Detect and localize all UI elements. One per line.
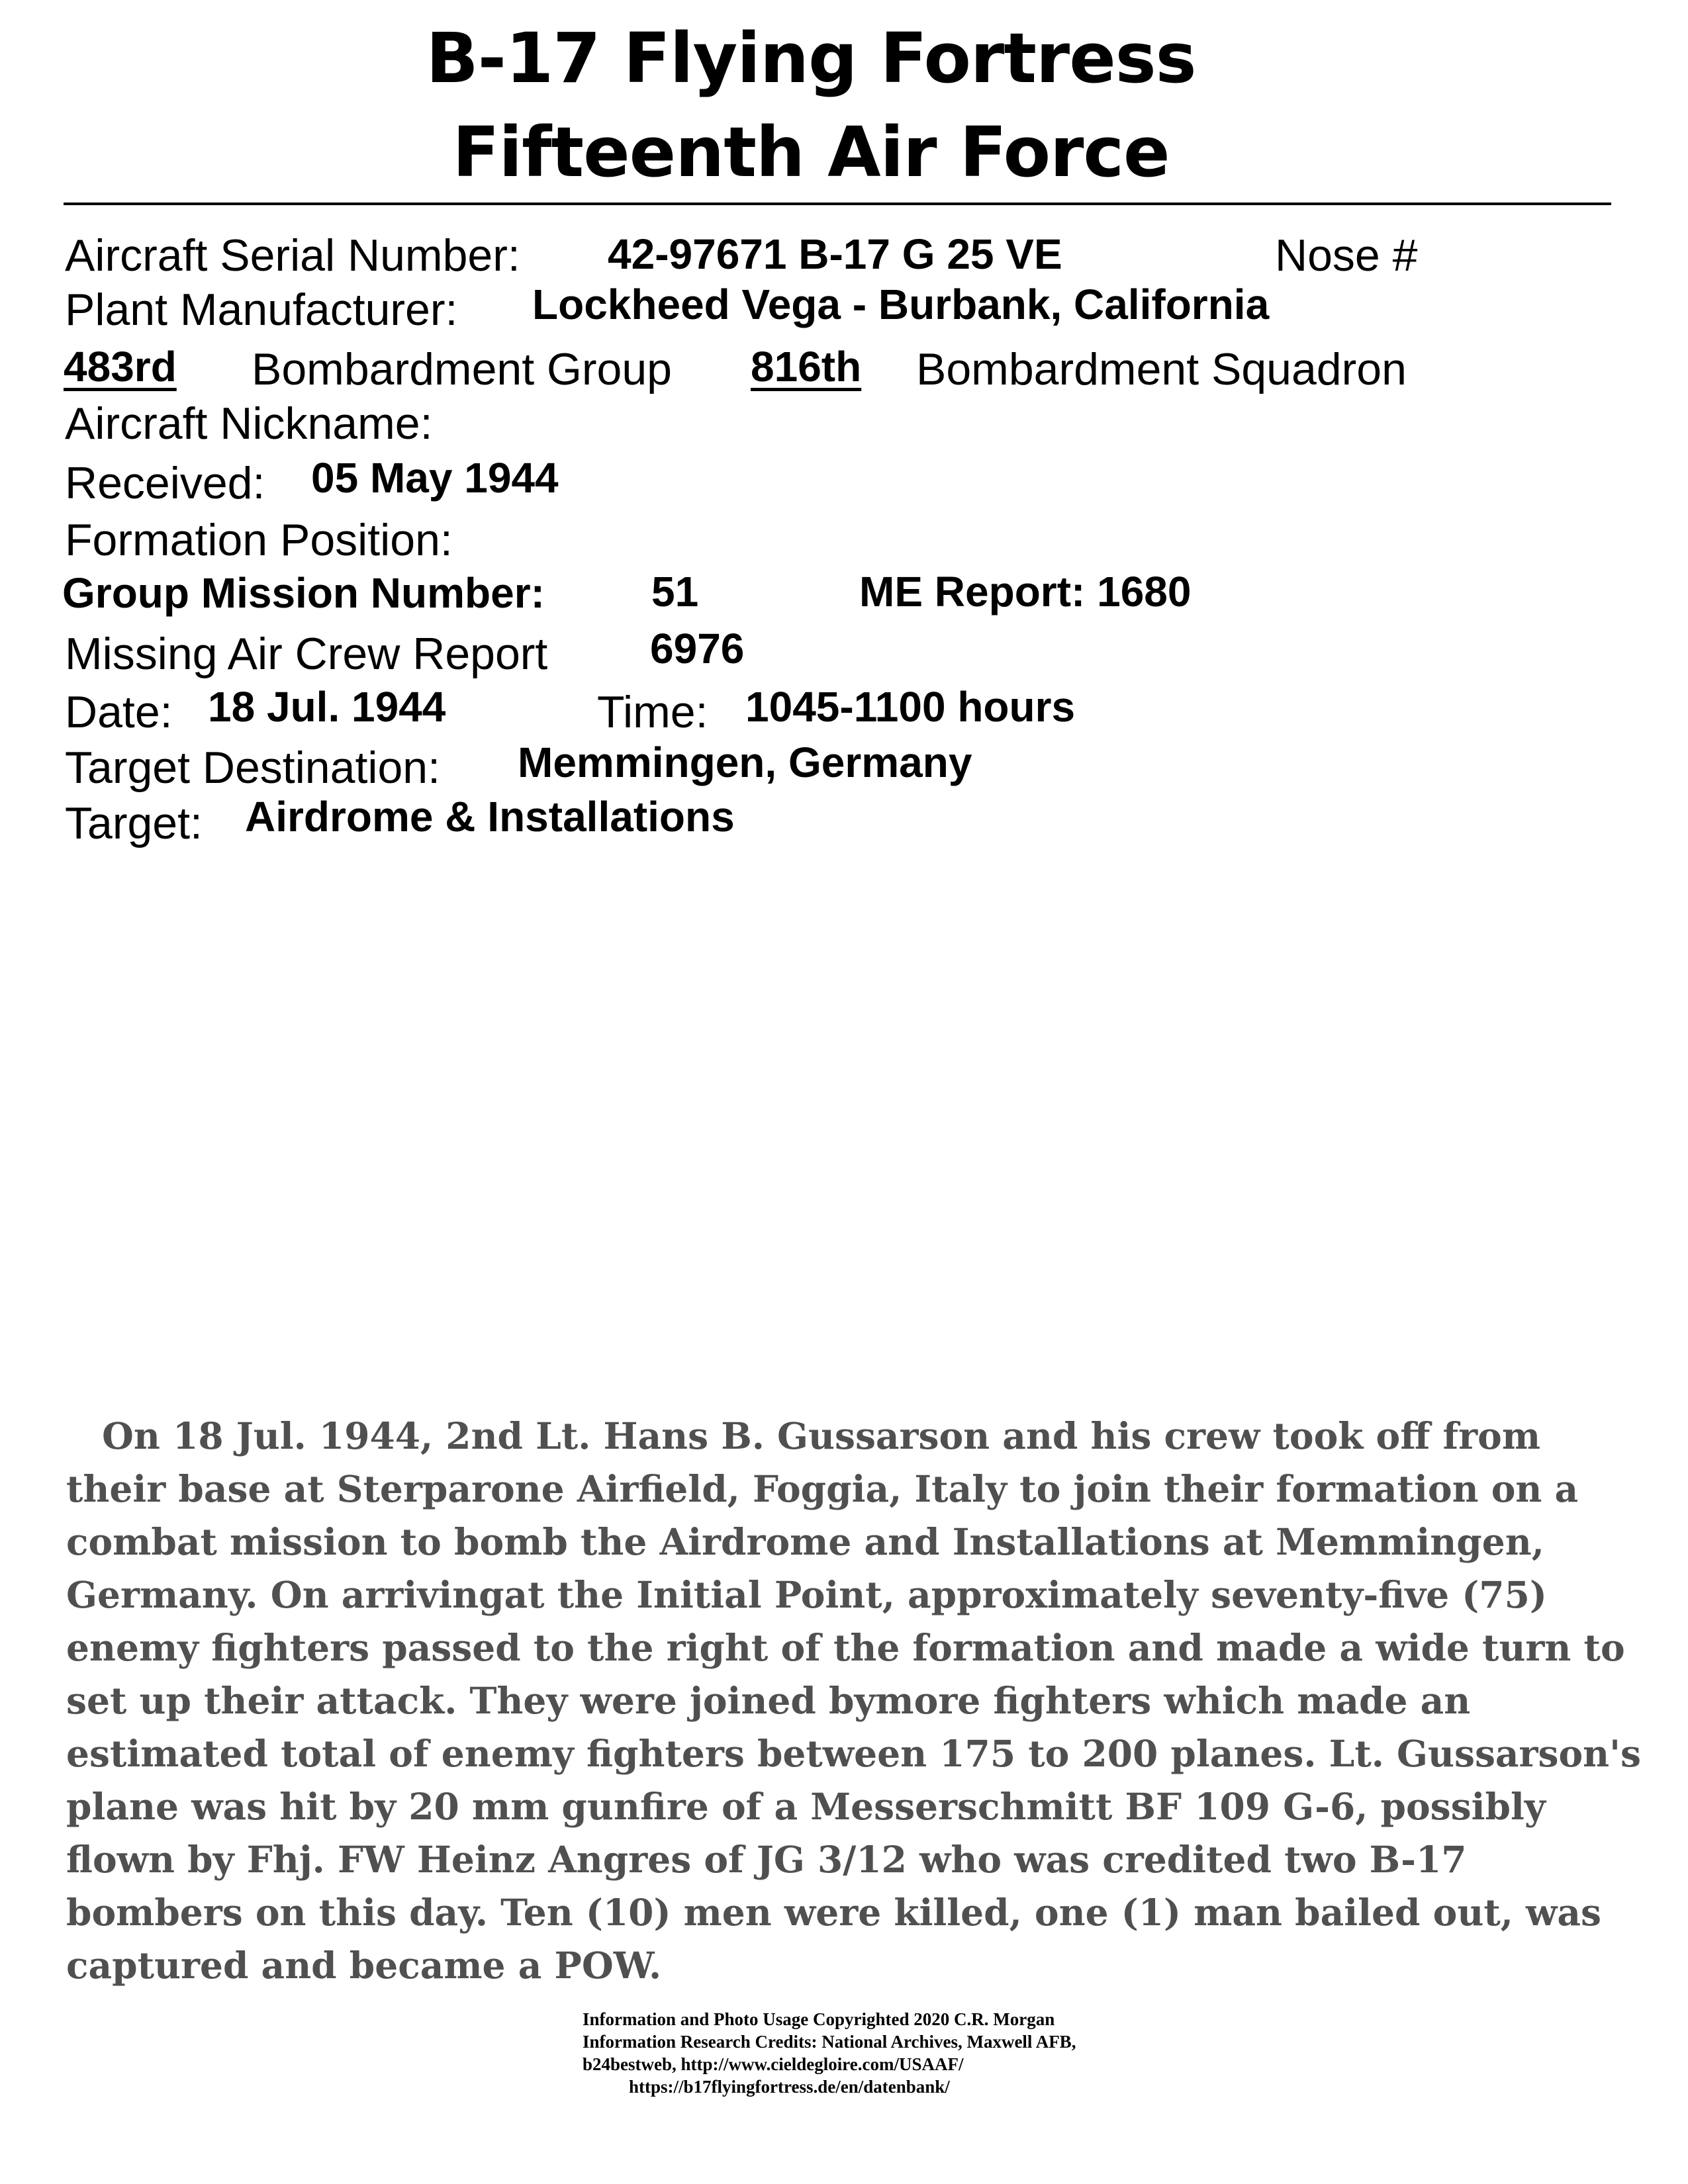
target-value: Airdrome & Installations [245,793,735,841]
credits-line-4: https://b17flyingfortress.de/en/datenbank/ [629,2077,950,2097]
mission-label: Group Mission Number: [62,569,545,617]
plant-label: Plant Manufacturer: [65,285,458,335]
received-value: 05 May 1944 [311,454,559,502]
received-label: Received: [65,458,265,508]
narrative-paragraph: On 18 Jul. 1944, 2nd Lt. Hans B. Gussarson and his crew took off from their base at Sterparone Airfield, Foggia, Italy to join their formation on a combat mission to bomb the Airdrome and Installations at Memmingen, Germany. On arrivingat the Initial Point, approximately seventy-five (75) enemy fighters passed to the right of the formation and made a wide turn to set up their attack. They were joined bymore fighters which made an estimated total of enemy fighters between 175 to 200 planes. Lt. Gussarson's plane was hit by 20 mm gunfire of a Messerschmitt BF 109 G-6, possibly flown by Fhj. FW Heinz Angres of JG 3/12 who was credited two B-17 bombers on this day. Ten (10) men were killed, one (1) man bailed out, was captured and became a POW. [66,1414,1641,1987]
mission-value: 51 [651,568,699,615]
credits-block [583,2008,1178,2098]
date-label: Date: [65,687,173,737]
me-report: ME Report: 1680 [859,568,1192,615]
macr-label: Missing Air Crew Report [65,629,548,679]
credits-line-3: b24bestweb, http://www.cieldegloire.com/USAAF/ [583,2054,964,2074]
destination-value: Memmingen, Germany [518,739,972,786]
credits-line-2: Information Research Credits: National Archives, Maxwell AFB, [583,2032,1076,2052]
time-value: 1045-1100 hours [745,683,1076,731]
formation-label: Formation Position: [65,515,453,565]
plant-value: Lockheed Vega - Burbank, California [532,281,1270,328]
destination-label: Target Destination: [65,743,440,793]
squadron-label: Bombardment Squadron [916,344,1407,394]
title-line-1: B-17 Flying Fortress [426,18,1196,99]
header-divider [64,203,1611,205]
macr-value: 6976 [650,625,745,672]
squadron-value: 816th [751,343,862,390]
nose-label: Nose # [1275,230,1418,281]
time-label: Time: [597,687,708,737]
credits-line-1: Information and Photo Usage Copyrighted 2020 C.R. Morgan [583,2009,1055,2029]
serial-label: Aircraft Serial Number: [65,230,520,281]
date-value: 18 Jul. 1944 [208,683,446,731]
group-value: 483rd [64,343,177,390]
title-line-2: Fifteenth Air Force [452,112,1170,193]
nickname-label: Aircraft Nickname: [65,398,433,449]
group-label: Bombardment Group [252,344,672,394]
serial-value: 42-97671 B-17 G 25 VE [608,230,1062,278]
target-label: Target: [65,798,203,848]
